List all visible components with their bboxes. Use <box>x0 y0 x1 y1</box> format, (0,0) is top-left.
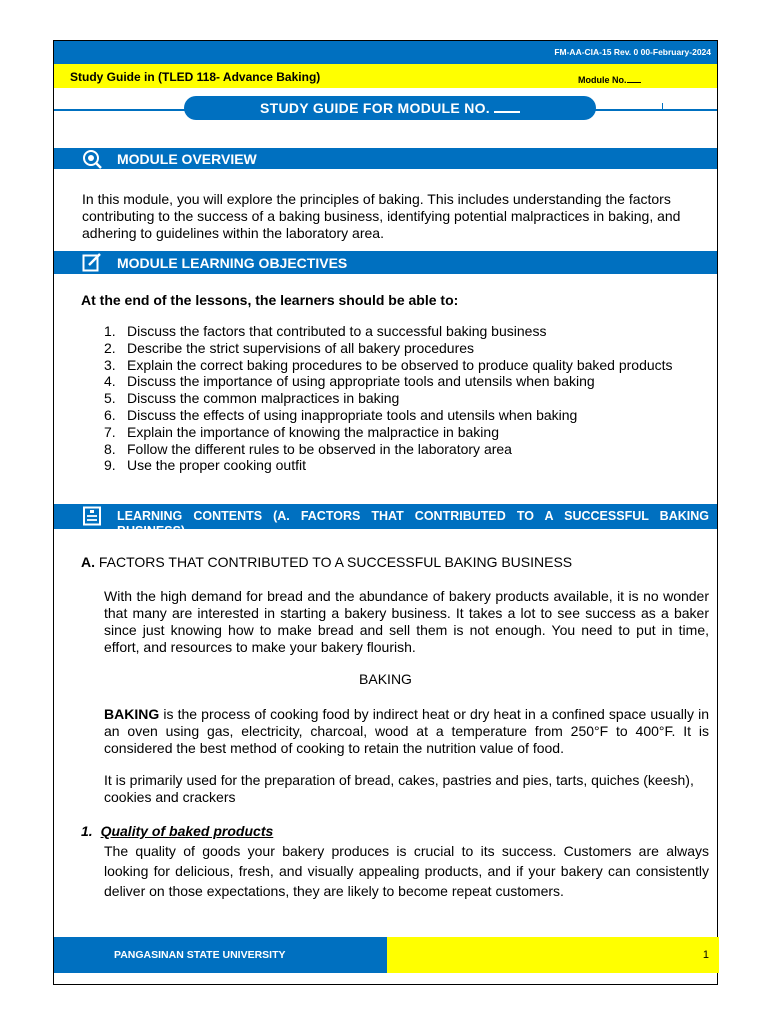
intro-paragraph: With the high demand for bread and the abundance of bakery products available, it is no wonder that many are interested in starting a bakery business. It takes a lot to see success as a baker since just knowing how to make bread and sell them is not enough. You need to put in time, effort, and resources to make your bakery flourish. <box>104 588 709 655</box>
learning-contents-heading: LEARNING CONTENTS (A. FACTORS THAT CONTRIBUTED TO A SUCCESSFUL BAKING BUSINESS) <box>117 509 709 538</box>
footer-university-bar <box>54 937 387 973</box>
footer-university: PANGASINAN STATE UNIVERSITY <box>114 949 286 961</box>
form-code-bar <box>54 41 717 64</box>
module-number-blank <box>627 73 641 83</box>
objective-number: 3. <box>104 356 116 373</box>
objective-text: Discuss the factors that contributed to a successful baking business <box>127 323 547 339</box>
objective-item <box>104 457 704 474</box>
search-gear-icon <box>82 149 102 169</box>
banner-title: STUDY GUIDE FOR MODULE NO. <box>260 100 490 116</box>
module-overview-bar <box>54 148 717 169</box>
edit-icon <box>82 252 102 272</box>
section-a-heading <box>81 554 701 571</box>
objective-number: 1. <box>104 323 116 339</box>
banner-rule-tick <box>662 103 663 111</box>
objective-number: 4. <box>104 373 116 390</box>
banner-blank <box>494 99 520 113</box>
document-page <box>53 40 718 985</box>
objective-text: Use the proper cooking outfit <box>127 457 306 474</box>
objective-number: 7. <box>104 423 116 440</box>
objective-text: Describe the strict supervisions of all bakery procedures <box>127 339 475 356</box>
objective-text: Follow the different rules to be observed in the laboratory area <box>127 440 512 457</box>
module-number-label: Module No. <box>578 75 627 85</box>
objective-text: Explain the importance of knowing the malpractice in baking <box>127 423 499 440</box>
learning-objectives-heading: MODULE LEARNING OBJECTIVES <box>117 255 348 271</box>
study-guide-banner <box>184 96 596 120</box>
quality-paragraph: The quality of goods your bakery produces is crucial to its success. Customers are always looking for delicious, fresh, and visually appealing products, and if your bakery can consistently deliver on those expectations, they are likely to become repeat customers. <box>104 843 709 899</box>
objective-item <box>104 441 704 458</box>
baking-uses-paragraph: It is primarily used for the preparation of bread, cakes, pastries and pies, tarts, quiches (keesh), cookies and crackers <box>104 772 694 805</box>
objective-text: Discuss the importance of using appropriate tools and utensils when baking <box>127 373 595 390</box>
objective-number: 5. <box>104 390 116 407</box>
objective-text: Explain the correct baking procedures to be observed to produce quality baked products <box>127 356 673 373</box>
quality-title: Quality of baked products <box>100 823 274 839</box>
document-icon <box>82 506 102 526</box>
objective-number: 9. <box>104 457 116 474</box>
module-overview-heading: MODULE OVERVIEW <box>117 151 257 167</box>
section-a-letter: A. <box>81 554 95 570</box>
objective-item <box>104 340 704 357</box>
form-code: FM-AA-CIA-15 Rev. 0 00-February-2024 <box>554 47 711 57</box>
course-title: Study Guide in (TLED 118- Advance Baking) <box>70 70 321 84</box>
overview-text: In this module, you will explore the principles of baking. This includes understanding the factors contributing to the success of a baking business, identifying potential malpractices in baking, and adhering to guidelines within the laboratory area. <box>82 191 681 241</box>
objective-item <box>104 357 704 374</box>
course-title-bar <box>54 64 717 88</box>
objective-item <box>104 390 704 407</box>
objective-text: Discuss the effects of using inappropriate tools and utensils when baking <box>127 406 578 423</box>
objective-number: 2. <box>104 339 116 356</box>
quality-heading <box>81 823 273 840</box>
objective-item <box>104 373 704 390</box>
footer-page-bar <box>387 937 719 973</box>
objective-item <box>104 407 704 424</box>
objectives-list <box>104 323 704 474</box>
objectives-intro: At the end of the lessons, the learners should be able to: <box>81 292 459 308</box>
objective-text: Discuss the common malpractices in baking <box>127 390 400 407</box>
learning-objectives-bar <box>54 251 717 274</box>
baking-definition <box>104 706 709 757</box>
objective-number: 8. <box>104 440 116 457</box>
module-number-field <box>578 73 641 85</box>
objective-item <box>104 424 704 441</box>
baking-term: BAKING <box>104 706 160 722</box>
section-a-title: FACTORS THAT CONTRIBUTED TO A SUCCESSFUL BAKING BUSINESS <box>98 554 573 570</box>
learning-contents-bar <box>54 504 717 538</box>
quality-number: 1. <box>81 823 93 839</box>
baking-subheading: BAKING <box>359 671 412 687</box>
page-number: 1 <box>702 949 709 961</box>
objective-number: 6. <box>104 406 116 423</box>
baking-definition-text: is the process of cooking food by indirect heat or dry heat in a confined space usually in an oven using gas, electricity, charcoal, wood at a temperature from 250°F to 400°F. It is considered the best method of cooking to retain the nutrition value of food. <box>104 706 709 756</box>
objective-item <box>104 323 704 340</box>
